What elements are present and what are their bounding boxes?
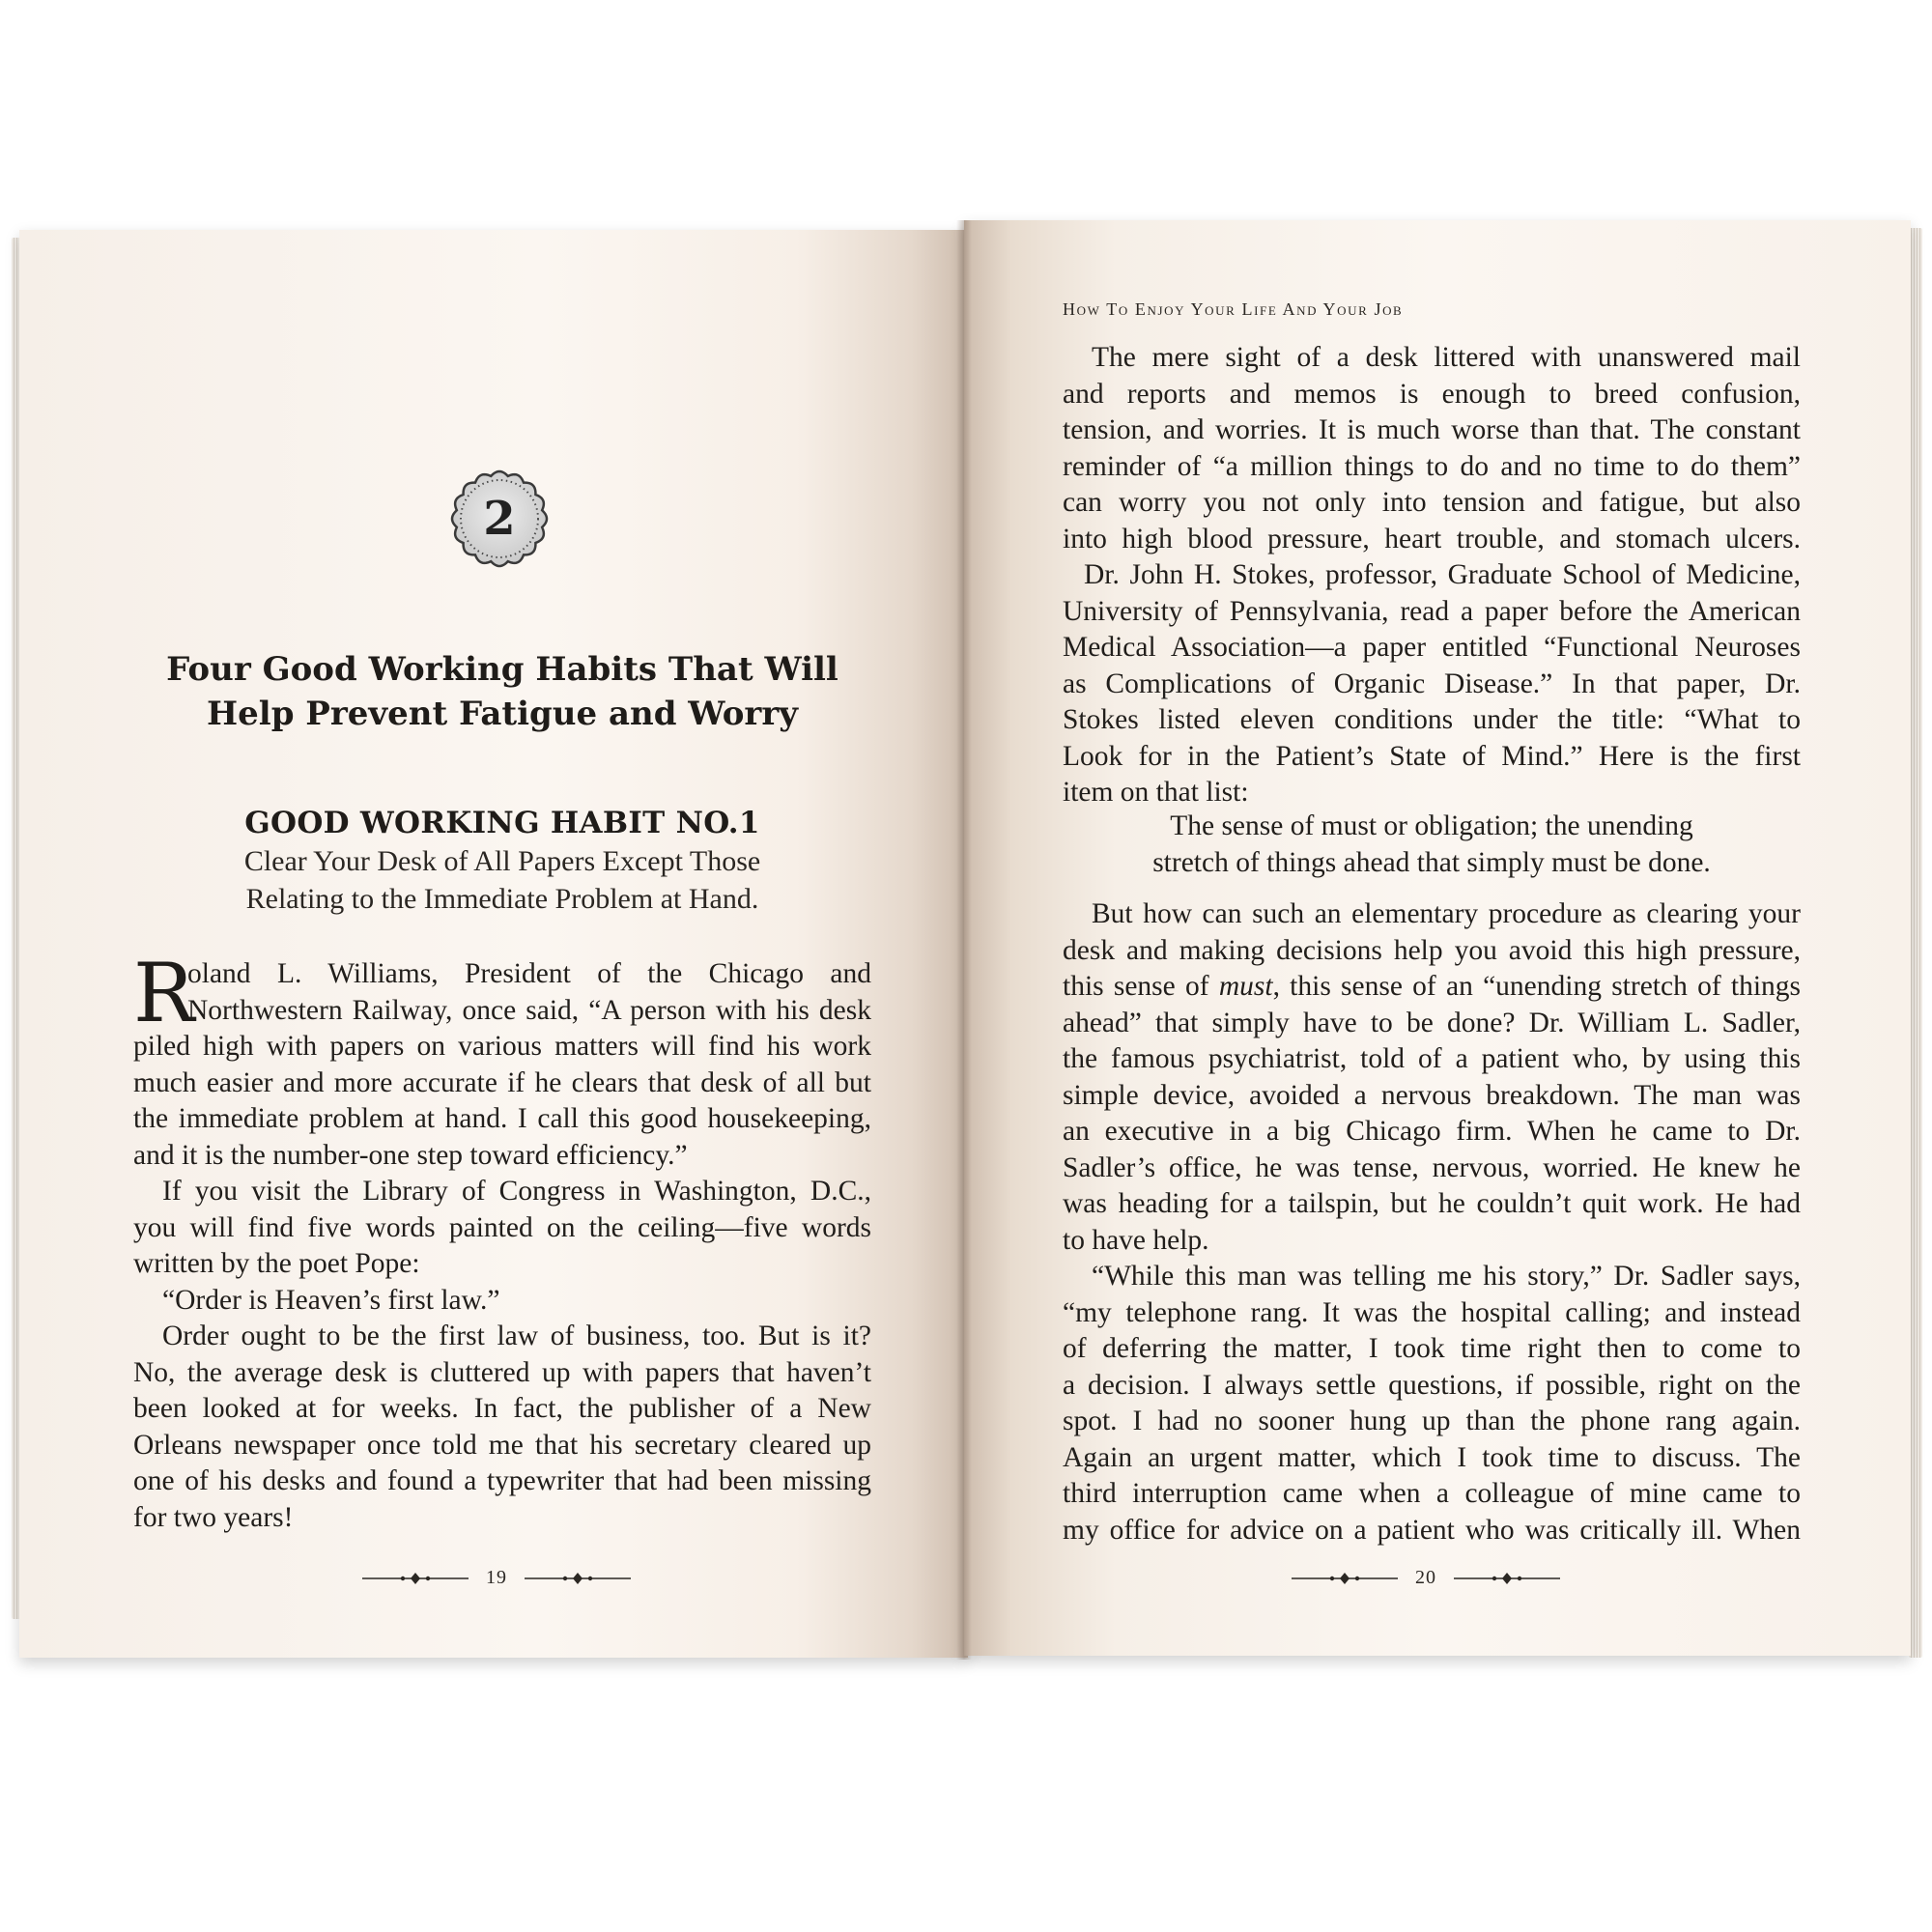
text-line: can worry you not only into tension and fatigue, but also [1063,487,1801,518]
right-flourish-icon [525,1571,631,1586]
text-line: this sense of must, this sense of an “unending stretch of things [1063,971,1802,1002]
quote-line: The sense of must or obligation; the unending [1170,810,1693,841]
block-quote [1063,808,1801,881]
text-line: Look for in the Patient’s State of Mind.” Here is the first [1063,740,1801,772]
text-line: No, the average desk is cluttered up with papers that haven’t [133,1356,871,1388]
habit-subtitle [135,842,869,918]
text-line: spot. I had no sooner hung up than the phone rang again. [1063,1406,1801,1436]
text-line: University of Pennsylvania, read a paper before the American [1063,595,1801,627]
text-line: reminder of “a million things to do and no time to do them” [1063,450,1801,482]
text-line: an executive in a big Chicago firm. When he came to Dr. [1063,1116,1801,1147]
text-line: was heading for a tailspin, but he couldn’t quit work. He had [1063,1188,1801,1219]
text-line: to have help. [1063,1224,1209,1256]
text-line: my office for advice on a patient who was critically ill. When [1063,1514,1801,1546]
text-line: as Complications of Organic Disease.” In that paper, Dr. [1063,668,1801,699]
right-page-body-bottom [1063,896,1801,1548]
chapter-number: 2 [483,492,516,546]
text-line: desk and making decisions help you avoid this high pressure, [1063,934,1801,966]
text-line: Northwestern Railway, once said, “A person with his desk [187,994,871,1026]
text-line: much easier and more accurate if he clears that desk of all but [133,1066,871,1098]
text-line: been looked at for weeks. In fact, the publisher of a New [133,1393,871,1424]
text-line: the famous psychiatrist, told of a patient who, by using this [1063,1043,1801,1074]
right-flourish-icon [1454,1571,1560,1586]
text-line: Orleans newspaper once told me that his secretary cleared up [133,1429,871,1461]
page-number: 20 [1415,1567,1436,1588]
text-line: Again an urgent matter, which I took time to discuss. The [1063,1441,1801,1473]
right-page-footer [1292,1567,1560,1589]
emphasis: must [1218,971,1273,1002]
text-line: one of his desks and found a typewriter that had been missing [133,1465,871,1496]
text-line: and it is the number-one step toward efficiency.” [133,1139,688,1171]
left-flourish-icon [1292,1571,1398,1586]
text-line: the immediate problem at hand. I call this good housekeeping, [133,1103,871,1134]
running-head: How To Enjoy Your Life And Your Job [1063,299,1404,319]
chapter-title [135,647,869,736]
text-line: “Order is Heaven’s first law.” [162,1284,500,1316]
text-line: But how can such an elementary procedure as clearing your [1092,898,1801,929]
text-line: Dr. John H. Stokes, professor, Graduate School of Medicine, [1084,559,1801,590]
text-line: a decision. I always settle questions, if possible, right on the [1063,1369,1801,1401]
text-line: ahead” that simply have to be done? Dr. William L. Sadler, [1063,1007,1801,1038]
text-line: for two years! [133,1501,294,1533]
text-line: item on that list: [1063,777,1249,808]
text-line: of deferring the matter, I took time right then to come to [1063,1333,1801,1364]
left-page-footer [362,1567,631,1589]
text-line: and reports and memos is enough to breed confusion, [1063,378,1801,410]
chapter-title-line: Help Prevent Fatigue and Worry [207,695,798,733]
chapter-number-badge [446,466,553,572]
text-line: tension, and worries. It is much worse than that. The constant [1063,414,1801,445]
text-line: into high blood pressure, heart trouble, and stomach ulcers. [1063,523,1801,554]
chapter-title-line: Four Good Working Habits That Will [166,650,838,689]
text-line: R oland L. Williams, President of the Chicago and [133,946,871,1040]
text-line: written by the poet Pope: [133,1248,420,1279]
quote-line: stretch of things ahead that simply must be done. [1152,847,1711,878]
text-line: Stokes listed eleven conditions under the title: “What to [1063,704,1801,735]
left-flourish-icon [362,1571,469,1586]
text-line: Sadler’s office, he was tense, nervous, worried. He knew he [1063,1151,1801,1183]
text-line: Medical Association—a paper entitled “Functional Neuroses [1063,632,1801,663]
habit-subtitle-line: Relating to the Immediate Problem at Hand. [245,883,759,915]
text-line: “While this man was telling me his story,” Dr. Sadler says, [1092,1261,1801,1292]
text-line: simple device, avoided a nervous breakdown. The man was [1063,1079,1801,1111]
text-line: If you visit the Library of Congress in Washington, D.C., [162,1176,871,1207]
drop-cap: R [133,946,195,1040]
page-number: 19 [486,1567,507,1588]
text-line: “my telephone rang. It was the hospital calling; and instead [1063,1296,1801,1328]
right-page-body-top [1063,340,1801,811]
book-gutter [956,220,972,1660]
right-page-edges [1909,228,1922,1658]
text-line: The mere sight of a desk littered with unanswered mail [1092,342,1801,373]
text-line: you will find five words painted on the ceiling—five words [133,1211,871,1243]
text-line: Order ought to be the first law of business, too. But is it? [162,1321,871,1351]
habit-subtitle-line: Clear Your Desk of All Papers Except Those [243,845,761,877]
text-line: piled high with papers on various matters will find his work [133,1031,871,1062]
text-line: third interruption came when a colleague of mine came to [1063,1478,1801,1509]
left-page-body [133,946,871,1536]
habit-heading: GOOD WORKING HABIT NO.1 [244,806,760,840]
